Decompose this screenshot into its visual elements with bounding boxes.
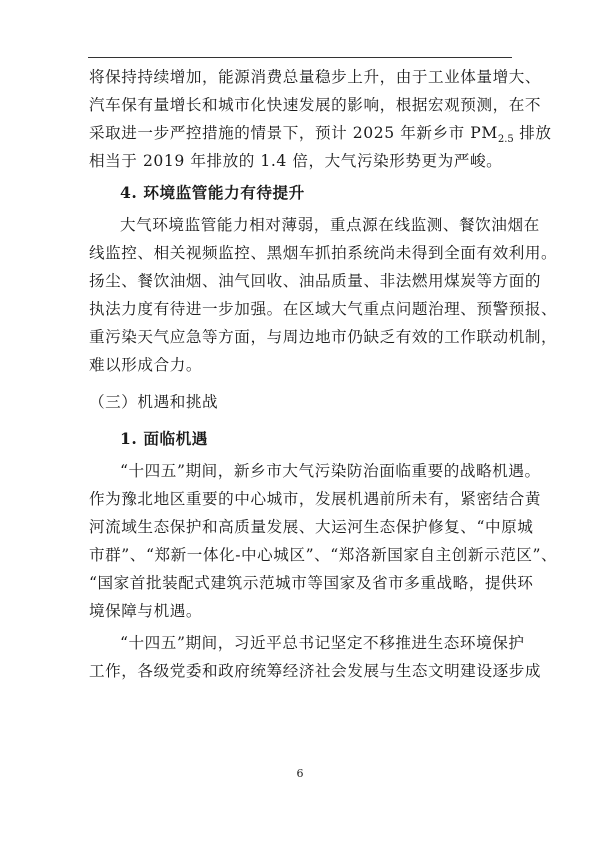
text-segment: 排放 — [513, 124, 552, 142]
text-line: “十四五”期间，习近平总书记坚定不移推进生态环境保护 — [120, 634, 525, 652]
text-line: 难以形成合力。 — [89, 356, 203, 374]
text-line: 大气环境监管能力相对薄弱，重点源在线监测、餐饮油烟在 — [120, 216, 540, 234]
text-line: 将保持持续增加，能源消费总量稳步上升，由于工业体量增大、 — [89, 68, 542, 86]
heading-monitoring-capacity: 4. 环境监管能力有待提升 — [120, 183, 305, 202]
paragraph-opportunities — [89, 457, 558, 625]
text-line: 河流域生态保护和高质量发展、大运河生态保护修复、“中原城 — [89, 518, 534, 536]
text-line: 汽车保有量增长和城市化快速发展的影响，根据宏观预测，在不 — [89, 96, 542, 114]
paragraph-monitoring — [89, 211, 558, 379]
text-line: 相当于 2019 年排放的 1.4 倍，大气污染形势更为严峻。 — [89, 152, 503, 170]
text-line: “十四五”期间，新乡市大气污染防治面临重要的战略机遇。 — [120, 462, 541, 480]
text-line: 执法力度有待进一步加强。在区域大气重点问题治理、预警预报、 — [89, 300, 558, 318]
text-line: 工作，各级党委和政府统筹经济社会发展与生态文明建设逐步成 — [89, 662, 542, 680]
pm-subscript: 2.5 — [497, 134, 514, 146]
heading-opportunities: 1. 面临机遇 — [120, 429, 208, 448]
page-body — [89, 63, 558, 685]
text-line: 市群”、“郑新一体化-中心城区”、“郑洛新国家自主创新示范区”、 — [89, 546, 558, 564]
text-line: 扬尘、餐饮油烟、油气回收、油品质量、非法燃用煤炭等方面的 — [89, 272, 542, 290]
text-line — [89, 119, 552, 147]
text-line: 境保障与机遇。 — [89, 602, 203, 620]
text-line: “国家首批装配式建筑示范城市等国家及省市多重战略，提供环 — [89, 574, 534, 592]
paragraph-policy — [89, 629, 542, 685]
text-line: 作为豫北地区重要的中心城市，发展机遇前所未有，紧密结合黄 — [89, 490, 542, 508]
paragraph-emissions — [89, 63, 552, 175]
header-rule — [88, 57, 512, 58]
text-line: 线监控、相关视频监控、黑烟车抓拍系统尚未得到全面有效利用。 — [89, 244, 558, 262]
text-line: 重污染天气应急等方面，与周边地市仍缺乏有效的工作联动机制， — [89, 328, 558, 346]
page-number: 6 — [296, 767, 304, 780]
section-heading-opportunities: （三）机遇和挑战 — [89, 393, 219, 411]
text-segment: 采取进一步严控措施的情景下，预计 2025 年新乡市 PM — [89, 124, 498, 142]
